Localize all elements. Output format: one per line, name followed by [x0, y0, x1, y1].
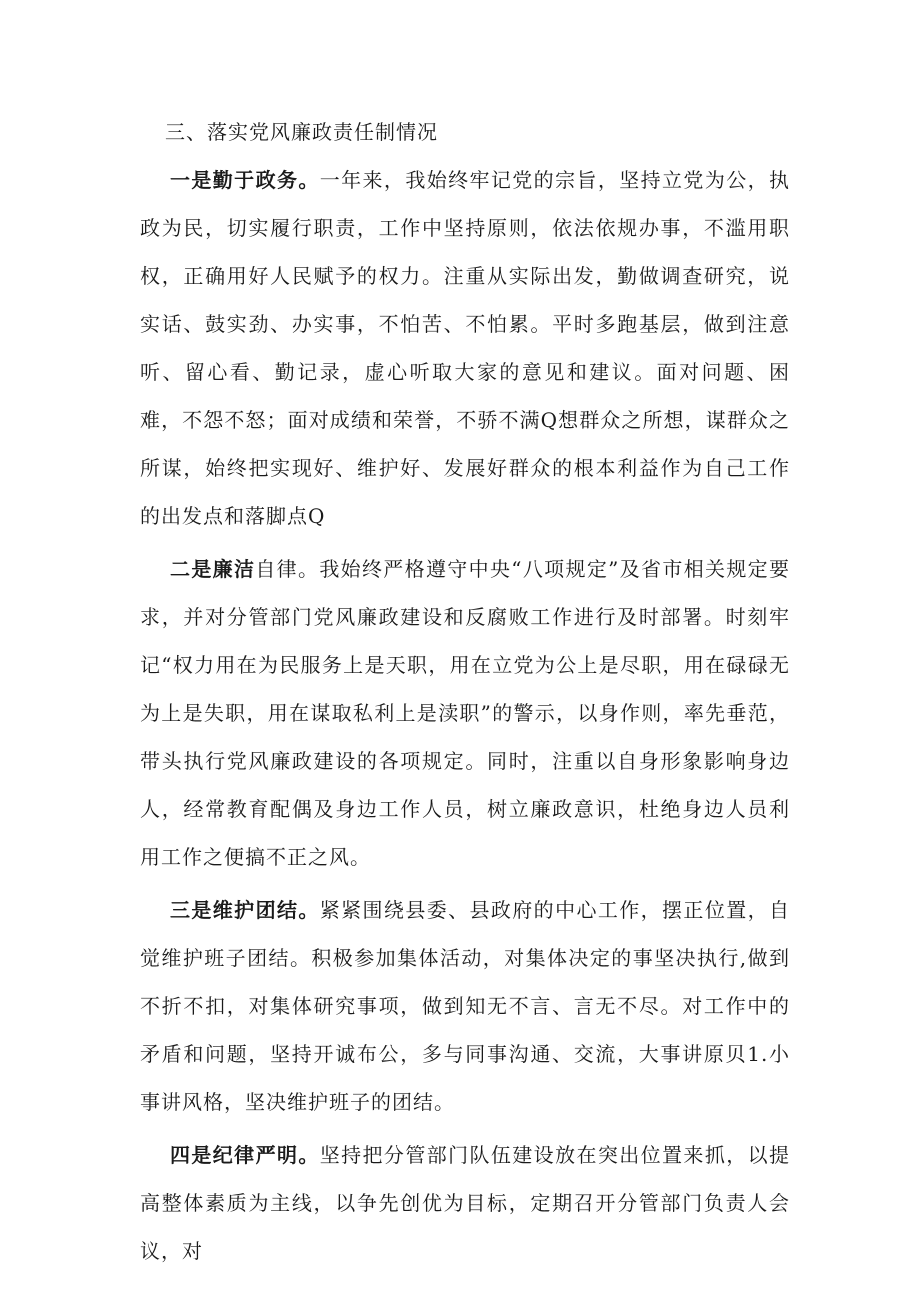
paragraph-lead: 四是纪律严明。	[170, 1143, 320, 1167]
paragraph-diligence	[140, 156, 790, 540]
paragraph-unity	[140, 886, 790, 1126]
paragraph-lead: 二是廉洁	[170, 557, 256, 581]
paragraph-body: 坚持把分管部门队伍建设放在突出位置来抓，以提高整体素质为主线，以争先创优为目标，定期召开分管部门负责人会议，对	[140, 1143, 790, 1263]
paragraph-lead: 三是维护团结。	[170, 898, 320, 922]
document-page	[140, 108, 790, 1280]
paragraph-body: 自律。我始终严格遵守中央“八项规定”及省市相关规定要求，并对分管部门党风廉政建设和反腐败工作进行及时部署。时刻牢记“权力用在为民服务上是天职，用在立党为公上是尽职，用在碌碌无为上是失职，用在谋取私利上是渎职”的警示，以身作则，率先垂范，带头执行党风廉政建设的各项规定。同时，注重以自身形象影响身边人，经常教育配偶及身边工作人员，树立廉政意识，杜绝身边人员利用工作之便搞不正之风。	[140, 557, 791, 869]
paragraph-lead: 一是勤于政务。	[170, 168, 320, 192]
paragraph-integrity	[140, 545, 790, 881]
section-heading: 三、落实党风廉政责任制情况	[165, 120, 438, 144]
paragraph-body: 紧紧围绕县委、县政府的中心工作，摆正位置，自觉维护班子团结。积极参加集体活动，对集体决定的事坚决执行,做到不折不扣，对集体研究事项，做到知无不言、言无不尽。对工作中的矛盾和问题，坚持开诚布公，多与同事沟通、交流，大事讲原贝1.小事讲风格，坚决维护班子的团结。	[140, 898, 790, 1114]
paragraph-discipline	[140, 1131, 790, 1275]
paragraph-body: 一年来，我始终牢记党的宗旨，坚持立党为公，执政为民，切实履行职责，工作中坚持原则，依法依规办事，不滥用职权，正确用好人民赋予的权力。注重从实际出发，勤做调查研究，说实话、鼓实劲、办实事，不怕苦、不怕累。平时多跑基层，做到注意听、留心看、勤记录，虚心听取大家的意见和建议。面对问题、困难，不怨不怒；面对成绩和荣誉，不骄不满Q想群众之所想，谋群众之所谋，始终把实现好、维护好、发展好群众的根本利益作为自己工作的出发点和落脚点Q	[140, 168, 790, 528]
